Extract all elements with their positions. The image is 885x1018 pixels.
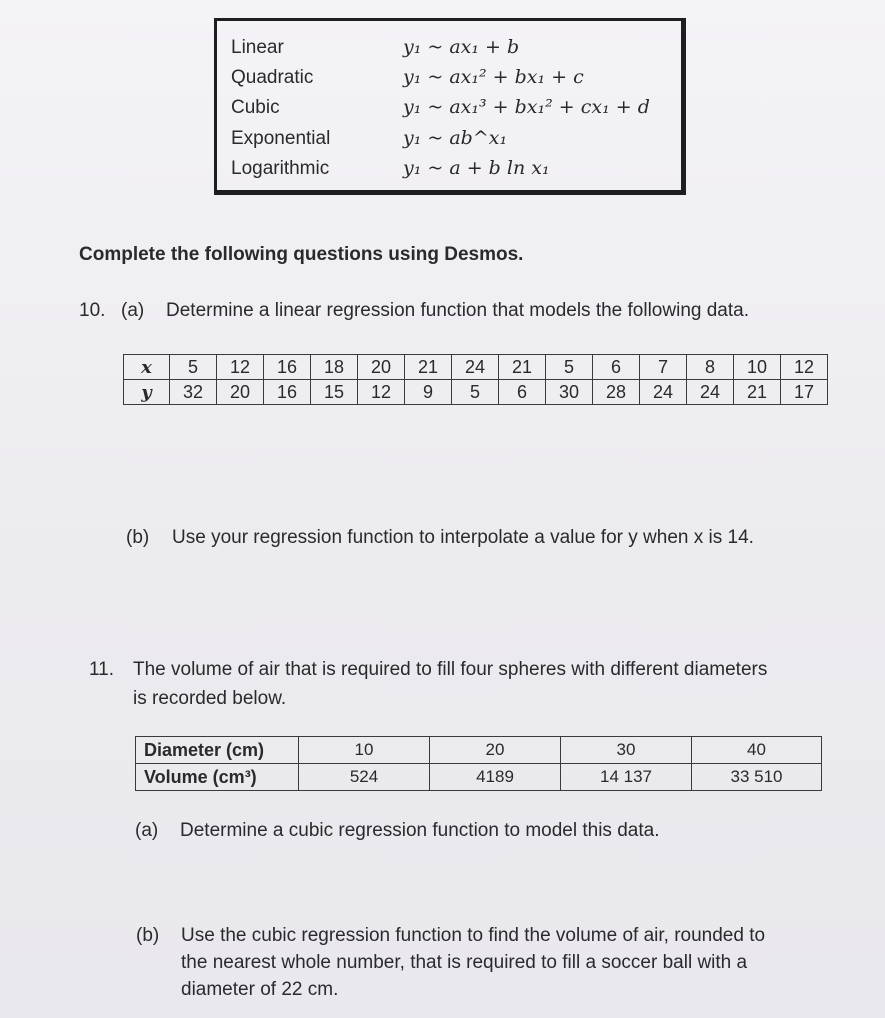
formula-name: Exponential — [231, 128, 331, 149]
formula-equation: y₁ ~ a + b ln x₁ — [403, 157, 550, 179]
y-cell: 17 — [781, 380, 828, 405]
volume-cell: 524 — [299, 764, 430, 791]
x-cell: 20 — [358, 355, 405, 380]
y-cell: 20 — [217, 380, 264, 405]
regression-formula-box — [214, 18, 686, 195]
diameter-cell: 40 — [692, 737, 822, 764]
q11-number: 11. — [89, 659, 115, 680]
q10b-text: Use your regression function to interpolate a value for y when x is 14. — [172, 527, 754, 548]
x-cell: 16 — [264, 355, 311, 380]
formula-equation: y₁ ~ ax₁² + bx₁ + c — [403, 66, 584, 88]
y-header: y — [124, 380, 170, 405]
volume-cell: 14 137 — [561, 764, 692, 791]
y-cell: 6 — [499, 380, 546, 405]
x-cell: 10 — [734, 355, 781, 380]
y-cell: 16 — [264, 380, 311, 405]
table-row-volume — [136, 764, 822, 791]
x-cell: 5 — [546, 355, 593, 380]
q11-sphere-table — [135, 736, 822, 791]
q11b-text-line3: diameter of 22 cm. — [181, 979, 339, 1000]
diameter-cell: 20 — [430, 737, 561, 764]
table-row-y — [124, 380, 828, 405]
volume-cell: 33 510 — [692, 764, 822, 791]
x-cell: 5 — [170, 355, 217, 380]
formula-equation: y₁ ~ ax₁ + b — [403, 36, 520, 58]
y-cell: 12 — [358, 380, 405, 405]
x-cell: 7 — [640, 355, 687, 380]
x-cell: 18 — [311, 355, 358, 380]
q10-number: 10. — [79, 300, 106, 321]
x-header: x — [124, 355, 170, 380]
x-cell: 12 — [781, 355, 828, 380]
formula-equation: y₁ ~ ax₁³ + bx₁² + cx₁ + d — [403, 96, 650, 118]
volume-header: Volume (cm³) — [136, 764, 299, 791]
y-cell: 24 — [640, 380, 687, 405]
y-cell: 5 — [452, 380, 499, 405]
x-cell: 6 — [593, 355, 640, 380]
x-cell: 24 — [452, 355, 499, 380]
q10a-label: (a) — [121, 300, 145, 321]
formula-name: Logarithmic — [231, 158, 330, 179]
q11b-label: (b) — [136, 925, 160, 946]
table-row-x — [124, 355, 828, 380]
x-cell: 12 — [217, 355, 264, 380]
y-cell: 15 — [311, 380, 358, 405]
diameter-header: Diameter (cm) — [136, 737, 299, 764]
x-cell: 21 — [499, 355, 546, 380]
y-cell: 28 — [593, 380, 640, 405]
formula-equation: y₁ ~ ab^x₁ — [403, 127, 508, 149]
volume-cell: 4189 — [430, 764, 561, 791]
x-cell: 8 — [687, 355, 734, 380]
y-cell: 24 — [687, 380, 734, 405]
x-cell: 21 — [405, 355, 452, 380]
q10a-text: Determine a linear regression function that models the following data. — [166, 300, 749, 321]
q11b-text-line2: the nearest whole number, that is required to fill a soccer ball with a — [181, 952, 748, 973]
q11a-label: (a) — [135, 820, 159, 841]
formula-name: Quadratic — [231, 67, 314, 88]
q11b-text-line1: Use the cubic regression function to find the volume of air, rounded to — [181, 925, 766, 946]
instructions-heading: Complete the following questions using Desmos. — [79, 244, 524, 265]
formula-name: Linear — [231, 37, 284, 58]
q10-data-table — [123, 354, 828, 405]
q10b-label: (b) — [126, 527, 150, 548]
q11-text-line2: is recorded below. — [133, 688, 287, 709]
q11a-text: Determine a cubic regression function to model this data. — [180, 820, 660, 841]
table-row-diameter — [136, 737, 822, 764]
formula-name: Cubic — [231, 97, 280, 118]
diameter-cell: 30 — [561, 737, 692, 764]
y-cell: 9 — [405, 380, 452, 405]
q11-text-line1: The volume of air that is required to fill four spheres with different diameters — [133, 659, 768, 680]
y-cell: 32 — [170, 380, 217, 405]
y-cell: 30 — [546, 380, 593, 405]
y-cell: 21 — [734, 380, 781, 405]
diameter-cell: 10 — [299, 737, 430, 764]
